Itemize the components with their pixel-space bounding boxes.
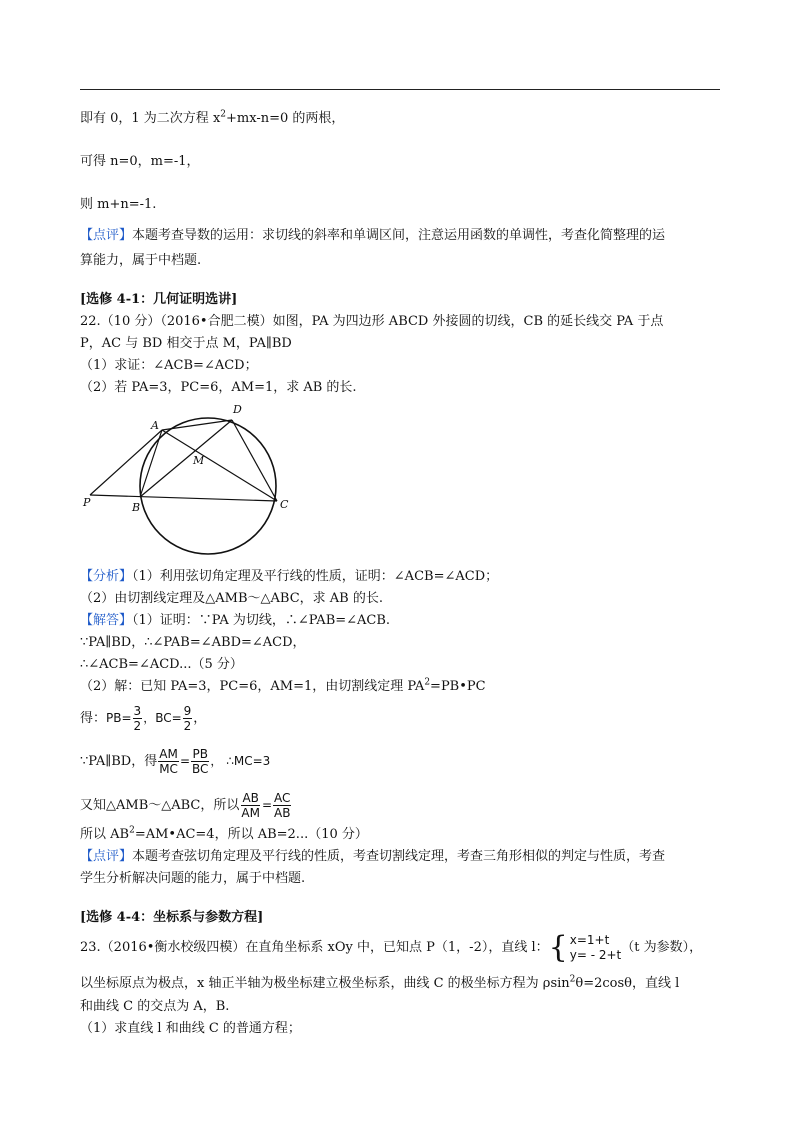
- fraction: $\frac{AM}{MC}$: [159, 747, 178, 776]
- label-b: B: [132, 501, 141, 514]
- text-line: （1）求直线 l 和曲线 C 的普通方程；: [80, 1021, 301, 1036]
- text-line: 即有 0，1 为二次方程 $x^2+mx-n=0$ 的两根，: [80, 109, 345, 126]
- analysis-tag: 【分析】: [80, 569, 133, 584]
- label-a: A: [151, 419, 159, 432]
- text-line: 学生分析解决问题的能力，属于中档题.: [80, 871, 306, 886]
- text-line: ∵PA∥BD，∴∠PAB=∠ABD=∠ACD，: [80, 635, 306, 650]
- review-tag: 【点评】: [80, 849, 133, 864]
- equation-system: { x=1+t y= - 2+t: [548, 929, 622, 965]
- text-line: （2）由切割线定理及△AMB～△ABC，求 AB 的长.: [80, 591, 383, 606]
- question-22: 22.（10 分）（2016•合肥二模）如图，PA 为四边形 ABCD 外接圆的切线，CB 的延长线交 PA 于点: [80, 314, 664, 329]
- answer-paragraph: 【解答】（1）证明：∵PA 为切线，∴∠PAB=∠ACB.: [80, 613, 391, 628]
- text-line: ∴∠ACB=∠ACD...（5 分）: [80, 657, 243, 672]
- formula-line: ∵PA∥BD，得 $\frac{AM}{MC}$ = $\frac{PB}{BC}$ ， ∴MC=3: [80, 747, 271, 776]
- fraction: $\frac{AB}{AM}$: [241, 791, 260, 820]
- section-heading: [选修 4-1：几何证明选讲]: [80, 292, 238, 307]
- formula-line: 得：PB= $\frac{3}{2}$ ，BC= $\frac{9}{2}$ ，: [80, 704, 207, 733]
- text-line: P，AC 与 BD 相交于点 M，PA∥BD: [80, 336, 292, 351]
- circumcircle: [140, 418, 276, 554]
- segment-pc: [90, 495, 277, 501]
- formula-line: 又知△AMB～△ABC，所以 $\frac{AB}{AM}$ = $\frac{AC}{AB}$: [80, 791, 291, 820]
- label-c: C: [280, 498, 289, 511]
- text-line: 所以 $AB^2=AM•AC=4$，所以 AB=2...（10 分）: [80, 825, 368, 842]
- review-tag: 【点评】: [80, 228, 133, 243]
- analysis-paragraph: 【分析】（1）利用弦切角定理及平行线的性质，证明：∠ACB=∠ACD；: [80, 569, 499, 584]
- section-heading: [选修 4-4：坐标系与参数方程]: [80, 910, 264, 925]
- question-23: 23.（2016•衡水校级四模）在直角坐标系 xOy 中，已知点 P（1，-2），直线 l： { x=1+t y= - 2+t （t 为参数），: [80, 929, 703, 965]
- text-line: （1）求证：∠ACB=∠ACD；: [80, 358, 258, 373]
- text-line: （2）若 PA=3，PC=6，AM=1，求 AB 的长.: [80, 380, 357, 395]
- text-line: （2）解：已知 PA=3，PC=6，AM=1，由切割线定理 $PA^2=PB•PC$: [80, 677, 486, 694]
- circle-figure: [80, 398, 300, 560]
- fraction: $\frac{AC}{AB}$: [274, 791, 291, 820]
- answer-tag: 【解答】: [80, 613, 133, 628]
- text-line: 算能力，属于中档题.: [80, 253, 202, 268]
- fraction: $\frac{PB}{BC}$: [192, 747, 209, 776]
- label-p: P: [83, 496, 91, 509]
- fraction: $\frac{9}{2}$: [183, 704, 192, 733]
- header-rule: [80, 89, 720, 90]
- label-m: M: [193, 454, 205, 467]
- label-d: D: [233, 403, 242, 416]
- segment-ac: [162, 430, 277, 501]
- text-line: 和曲线 C 的交点为 A，B.: [80, 999, 230, 1014]
- text-line: 可得 n=0，m=-1，: [80, 154, 200, 169]
- text-line: 以坐标原点为极点，x 轴正半轴为极坐标建立极坐标系，曲线 C 的极坐标方程为 ρsin$^2$θ=2cosθ，直线 l: [80, 974, 680, 991]
- review-paragraph: 【点评】本题考查弦切角定理及平行线的性质，考查切割线定理，考查三角形相似的判定与性质，考查: [80, 849, 666, 864]
- review-paragraph: 【点评】本题考查导数的运用：求切线的斜率和单调区间，注意运用函数的单调性，考查化简整理的运: [80, 228, 666, 243]
- fraction: $\frac{3}{2}$: [133, 704, 142, 733]
- text-line: 则 m+n=-1.: [80, 197, 157, 212]
